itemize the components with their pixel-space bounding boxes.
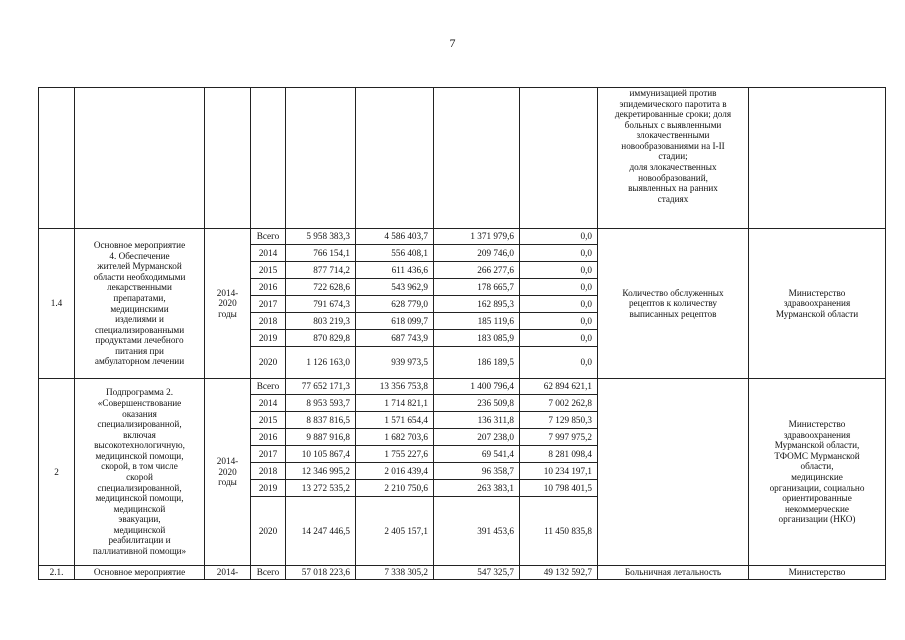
total-amount: 722 628,6 (286, 279, 356, 296)
year-cell: 2014 (251, 395, 286, 412)
federal-amount: 13 356 753,8 (356, 379, 434, 395)
cont-num-cell (39, 88, 75, 229)
regional-amount: 391 453,6 (434, 497, 520, 566)
other-amount: 10 234 197,1 (520, 463, 598, 480)
other-amount: 10 798 401,5 (520, 480, 598, 497)
regional-amount: 547 325,7 (434, 566, 520, 580)
other-amount: 0,0 (520, 262, 598, 279)
total-amount: 1 126 163,0 (286, 347, 356, 379)
page-number: 7 (449, 36, 456, 50)
cont-period-cell (205, 88, 251, 229)
year-cell: 2015 (251, 262, 286, 279)
other-amount: 0,0 (520, 347, 598, 379)
federal-amount: 628 779,0 (356, 296, 434, 313)
year-cell: 2020 (251, 347, 286, 379)
executor: Министерство здравоохранения Мурманской области, ТФОМС Мурманской области, медицинские организации, социально ориентированные некоммерческие организации (НКО) (749, 379, 886, 566)
total-amount: 14 247 446,5 (286, 497, 356, 566)
year-cell: Всего (251, 229, 286, 245)
cont-year-cell (251, 88, 286, 229)
table-row (39, 229, 886, 245)
regional-amount: 207 238,0 (434, 429, 520, 446)
row-number: 2 (39, 379, 75, 566)
regional-amount: 69 541,4 (434, 446, 520, 463)
other-amount: 0,0 (520, 313, 598, 330)
total-amount: 791 674,3 (286, 296, 356, 313)
federal-amount: 2 210 750,6 (356, 480, 434, 497)
regional-amount: 185 119,6 (434, 313, 520, 330)
regional-amount: 96 358,7 (434, 463, 520, 480)
total-amount: 877 714,2 (286, 262, 356, 279)
measure-name: Основное мероприятие (75, 566, 205, 580)
regional-amount: 1 371 979,6 (434, 229, 520, 245)
total-amount: 8 953 593,7 (286, 395, 356, 412)
regional-amount: 1 400 796,4 (434, 379, 520, 395)
other-amount: 7 002 262,8 (520, 395, 598, 412)
year-cell: 2014 (251, 245, 286, 262)
period: 2014- (205, 566, 251, 580)
executor: Министерство здравоохранения Мурманской области (749, 229, 886, 379)
year-cell: 2019 (251, 480, 286, 497)
total-amount: 77 652 171,3 (286, 379, 356, 395)
year-cell: 2019 (251, 330, 286, 347)
federal-amount: 4 586 403,7 (356, 229, 434, 245)
regional-amount: 236 509,8 (434, 395, 520, 412)
year-cell: 2016 (251, 429, 286, 446)
other-amount: 49 132 592,7 (520, 566, 598, 580)
other-amount: 0,0 (520, 296, 598, 313)
federal-amount: 7 338 305,2 (356, 566, 434, 580)
regional-amount: 263 383,1 (434, 480, 520, 497)
federal-amount: 2 405 157,1 (356, 497, 434, 566)
federal-amount: 618 099,7 (356, 313, 434, 330)
federal-amount: 1 571 654,4 (356, 412, 434, 429)
total-amount: 803 219,3 (286, 313, 356, 330)
period: 2014- 2020 годы (205, 379, 251, 566)
other-amount: 7 129 850,3 (520, 412, 598, 429)
total-amount: 12 346 995,2 (286, 463, 356, 480)
table-row (39, 566, 886, 580)
executor: Министерство (749, 566, 886, 580)
row-number: 1.4 (39, 229, 75, 379)
cont-executor-cell (749, 88, 886, 229)
regional-amount: 209 746,0 (434, 245, 520, 262)
year-cell: 2020 (251, 497, 286, 566)
cont-reg-cell (434, 88, 520, 229)
total-amount: 57 018 223,6 (286, 566, 356, 580)
federal-amount: 556 408,1 (356, 245, 434, 262)
indicator (598, 379, 749, 566)
total-amount: 870 829,8 (286, 330, 356, 347)
year-cell: 2016 (251, 279, 286, 296)
other-amount: 11 450 835,8 (520, 497, 598, 566)
total-amount: 766 154,1 (286, 245, 356, 262)
cont-fed-cell (356, 88, 434, 229)
other-amount: 0,0 (520, 245, 598, 262)
regional-amount: 183 085,9 (434, 330, 520, 347)
year-cell: Всего (251, 566, 286, 580)
regional-amount: 266 277,6 (434, 262, 520, 279)
other-amount: 0,0 (520, 279, 598, 296)
other-amount: 62 894 621,1 (520, 379, 598, 395)
federal-amount: 1 755 227,6 (356, 446, 434, 463)
period: 2014- 2020 годы (205, 229, 251, 379)
regional-amount: 162 895,3 (434, 296, 520, 313)
table-row (39, 379, 886, 395)
year-cell: Всего (251, 379, 286, 395)
year-cell: 2017 (251, 446, 286, 463)
federal-amount: 2 016 439,4 (356, 463, 434, 480)
indicator: Больничная летальность (598, 566, 749, 580)
program-table (38, 87, 886, 580)
total-amount: 13 272 535,2 (286, 480, 356, 497)
federal-amount: 1 682 703,6 (356, 429, 434, 446)
total-amount: 9 887 916,8 (286, 429, 356, 446)
total-amount: 10 105 867,4 (286, 446, 356, 463)
indicator: Количество обслуженных рецептов к количеству выписанных рецептов (598, 229, 749, 379)
measure-name: Основное мероприятие 4. Обеспечение жителей Мурманской области необходимыми лекарственными препаратами, медицинскими изделиями и специализированными продуктами лечебного питания при амбулаторном лечении (75, 229, 205, 379)
total-amount: 8 837 816,5 (286, 412, 356, 429)
cont-indicator-cell: иммунизацией против эпидемического паротита в декретированные сроки; доля больных с выявленными злокачественными новообразованиями на I-II стадии; доля злокачественных новообразований, выявленных на ранних стадиях (598, 88, 749, 229)
other-amount: 7 997 975,2 (520, 429, 598, 446)
federal-amount: 939 973,5 (356, 347, 434, 379)
year-cell: 2017 (251, 296, 286, 313)
total-amount: 5 958 383,3 (286, 229, 356, 245)
federal-amount: 543 962,9 (356, 279, 434, 296)
regional-amount: 178 665,7 (434, 279, 520, 296)
cont-total-cell (286, 88, 356, 229)
year-cell: 2018 (251, 313, 286, 330)
regional-amount: 186 189,5 (434, 347, 520, 379)
other-amount: 8 281 098,4 (520, 446, 598, 463)
other-amount: 0,0 (520, 330, 598, 347)
measure-name: Подпрограмма 2. «Совершенствование оказания специализированной, включая высокотехнологичную, медицинской помощи, скорой, в том числе скорой специализированной, медицинской помощи, медицинской эвакуации, медицинской реабилитации и паллиативной помощи» (75, 379, 205, 566)
federal-amount: 687 743,9 (356, 330, 434, 347)
cont-name-cell (75, 88, 205, 229)
federal-amount: 1 714 821,1 (356, 395, 434, 412)
year-cell: 2018 (251, 463, 286, 480)
federal-amount: 611 436,6 (356, 262, 434, 279)
regional-amount: 136 311,8 (434, 412, 520, 429)
other-amount: 0,0 (520, 229, 598, 245)
continuation-row (39, 88, 886, 229)
cont-other-cell (520, 88, 598, 229)
row-number: 2.1. (39, 566, 75, 580)
year-cell: 2015 (251, 412, 286, 429)
